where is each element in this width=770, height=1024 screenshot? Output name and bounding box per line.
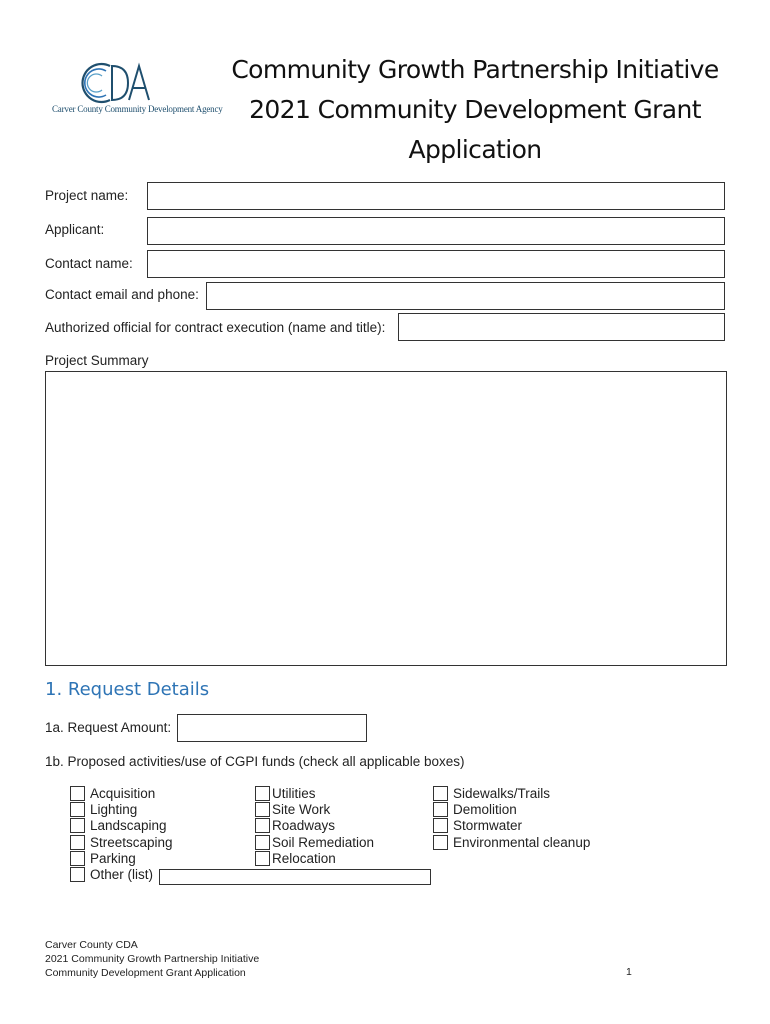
checkbox-other[interactable] — [70, 867, 85, 882]
request-amount-label: 1a. Request Amount: — [45, 720, 172, 735]
option-utilities: Utilities — [272, 786, 316, 801]
option-parking: Parking — [90, 851, 136, 866]
footer-line-2: 2021 Community Growth Partnership Initiative — [45, 953, 260, 965]
footer — [45, 938, 259, 980]
option-relocation: Relocation — [272, 851, 336, 866]
option-acquisition: Acquisition — [90, 786, 156, 801]
checkbox-streetscaping[interactable] — [70, 835, 85, 850]
checkbox-relocation[interactable] — [255, 851, 270, 866]
option-site-work: Site Work — [272, 802, 331, 817]
checkbox-acquisition[interactable] — [70, 786, 85, 801]
option-landscaping: Landscaping — [90, 818, 167, 833]
title-line-3: Application — [408, 135, 542, 164]
authorized-official-label: Authorized official for contract execution (name and title): — [45, 320, 386, 335]
project-name-field[interactable] — [147, 182, 725, 210]
option-stormwater: Stormwater — [453, 818, 523, 833]
checkbox-environmental-cleanup[interactable] — [433, 835, 448, 850]
page-number: 1 — [626, 966, 632, 978]
logo-tagline: Carver County Community Development Agency — [52, 104, 223, 114]
checkbox-site-work[interactable] — [255, 802, 270, 817]
project-name-label: Project name: — [45, 188, 129, 203]
option-lighting: Lighting — [90, 802, 138, 817]
applicant-field[interactable] — [147, 217, 725, 245]
option-environmental-cleanup: Environmental cleanup — [453, 835, 591, 850]
contact-name-label: Contact name: — [45, 256, 133, 271]
contact-email-field[interactable] — [206, 282, 725, 310]
option-soil-remediation: Soil Remediation — [272, 835, 375, 850]
title-line-2: 2021 Community Development Grant — [249, 95, 701, 124]
option-roadways: Roadways — [272, 818, 336, 833]
project-summary-label: Project Summary — [45, 353, 149, 368]
option-other: Other (list) — [90, 867, 154, 882]
title-line-1: Community Growth Partnership Initiative — [231, 55, 719, 84]
checkbox-parking[interactable] — [70, 851, 85, 866]
footer-line-3: Community Development Grant Application — [45, 967, 246, 979]
contact-name-field[interactable] — [147, 250, 725, 278]
contact-email-label: Contact email and phone: — [45, 287, 199, 302]
footer-line-1: Carver County CDA — [45, 939, 138, 951]
checkbox-landscaping[interactable] — [70, 818, 85, 833]
checkbox-demolition[interactable] — [433, 802, 448, 817]
request-amount-field[interactable] — [177, 714, 367, 742]
page-title — [190, 50, 760, 170]
other-list-field[interactable] — [159, 869, 431, 885]
checkbox-roadways[interactable] — [255, 818, 270, 833]
checkbox-lighting[interactable] — [70, 802, 85, 817]
activities-label: 1b. Proposed activities/use of CGPI funds (check all applicable boxes) — [45, 754, 465, 769]
section-heading: 1. Request Details — [45, 679, 210, 700]
applicant-label: Applicant: — [45, 222, 105, 237]
checkbox-soil-remediation[interactable] — [255, 835, 270, 850]
option-sidewalks-trails: Sidewalks/Trails — [453, 786, 551, 801]
checkbox-utilities[interactable] — [255, 786, 270, 801]
option-demolition: Demolition — [453, 802, 517, 817]
checkbox-stormwater[interactable] — [433, 818, 448, 833]
checkbox-sidewalks-trails[interactable] — [433, 786, 448, 801]
project-summary-textarea[interactable] — [45, 371, 727, 666]
option-streetscaping: Streetscaping — [90, 835, 173, 850]
authorized-official-field[interactable] — [398, 313, 725, 341]
